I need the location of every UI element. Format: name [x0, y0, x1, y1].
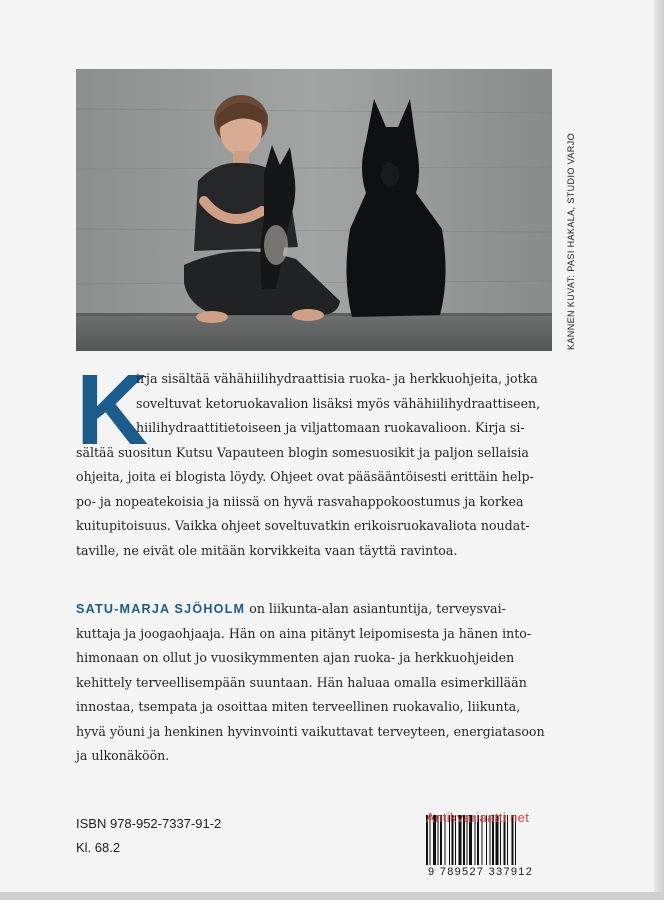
classification-number: Kl. 68.2 [76, 840, 121, 855]
blurb-line: soveltuvat ketoruokavalion lisäksi myös vähähiilihydraattiseen, [136, 395, 541, 411]
author-bio-line: hyvä yöuni ja henkinen hyvinvointi vaikuttavat terveyteen, energiatasoon [76, 723, 545, 739]
barcode [424, 815, 558, 895]
blurb-line: kuitupitoisuus. Vaikka ohjeet soveltuvatkin erikoisruokavaliota noudat- [76, 518, 530, 533]
drop-cap-letter: K [76, 354, 149, 466]
blurb-line: irja sisältää vähähiilihydraattisia ruoka- ja herkkuohjeita, jotka [136, 371, 538, 386]
blurb-line: hiilihydraattitietoiseen ja viljattomaan ruokavalioon. Kirja si- [136, 420, 525, 435]
author-name: SATU-MARJA SJÖHOLM [76, 602, 246, 616]
cover-edge-bottom [0, 892, 664, 900]
blurb-line: taville, ne eivät ole mitään korvikkeita vaan täyttä ravintoa. [76, 542, 458, 558]
author-bio-line: kehittely terveellisempään suuntaan. Hän haluaa omalla esimerkillään [76, 674, 527, 690]
author-bio-first-line [76, 597, 552, 622]
isbn-block [76, 812, 221, 860]
isbn-number: ISBN 978-952-7337-91-2 [76, 816, 222, 831]
blurb-line: ohjeita, joita ei blogista löydy. Ohjeet ovat pääsääntöisesti erittäin help- [76, 469, 534, 484]
photo-credit: KANNEN KUVAT: PASI HAKALA, STUDIO VARJO [566, 133, 576, 350]
author-bio-line: kuttaja ja joogaohjaaja. Hän on aina pitänyt leipomisesta ja hänen into- [76, 625, 532, 641]
author-bio-line: innostaa, tsempata ja osoittaa miten terveellinen ruokavalio, liikunta, [76, 699, 521, 714]
cover-photo [76, 69, 552, 351]
watermark-text: Antikvariaatti.net [426, 810, 530, 825]
blurb-paragraph [76, 354, 552, 563]
barcode-digits: 9 789527 337912 [428, 866, 534, 878]
author-bio-line: himonaan on ollut jo vuosikymmenten ajan ruoka- ja herkkuohjeiden [76, 650, 515, 665]
author-bio-line: ja ulkonäköön. [76, 748, 170, 763]
blurb-line: po- ja nopeatekoisia ja niissä on hyvä rasvahappokoostumus ja korkea [76, 493, 524, 509]
author-bio-paragraph [76, 597, 552, 769]
author-bio-text: on liikunta-alan asiantuntija, terveysvai- [245, 601, 506, 616]
cover-edge-right [654, 0, 664, 900]
blurb-line: sältää suositun Kutsu Vapauteen blogin somesuosikit ja paljon sellaisia [76, 444, 529, 460]
